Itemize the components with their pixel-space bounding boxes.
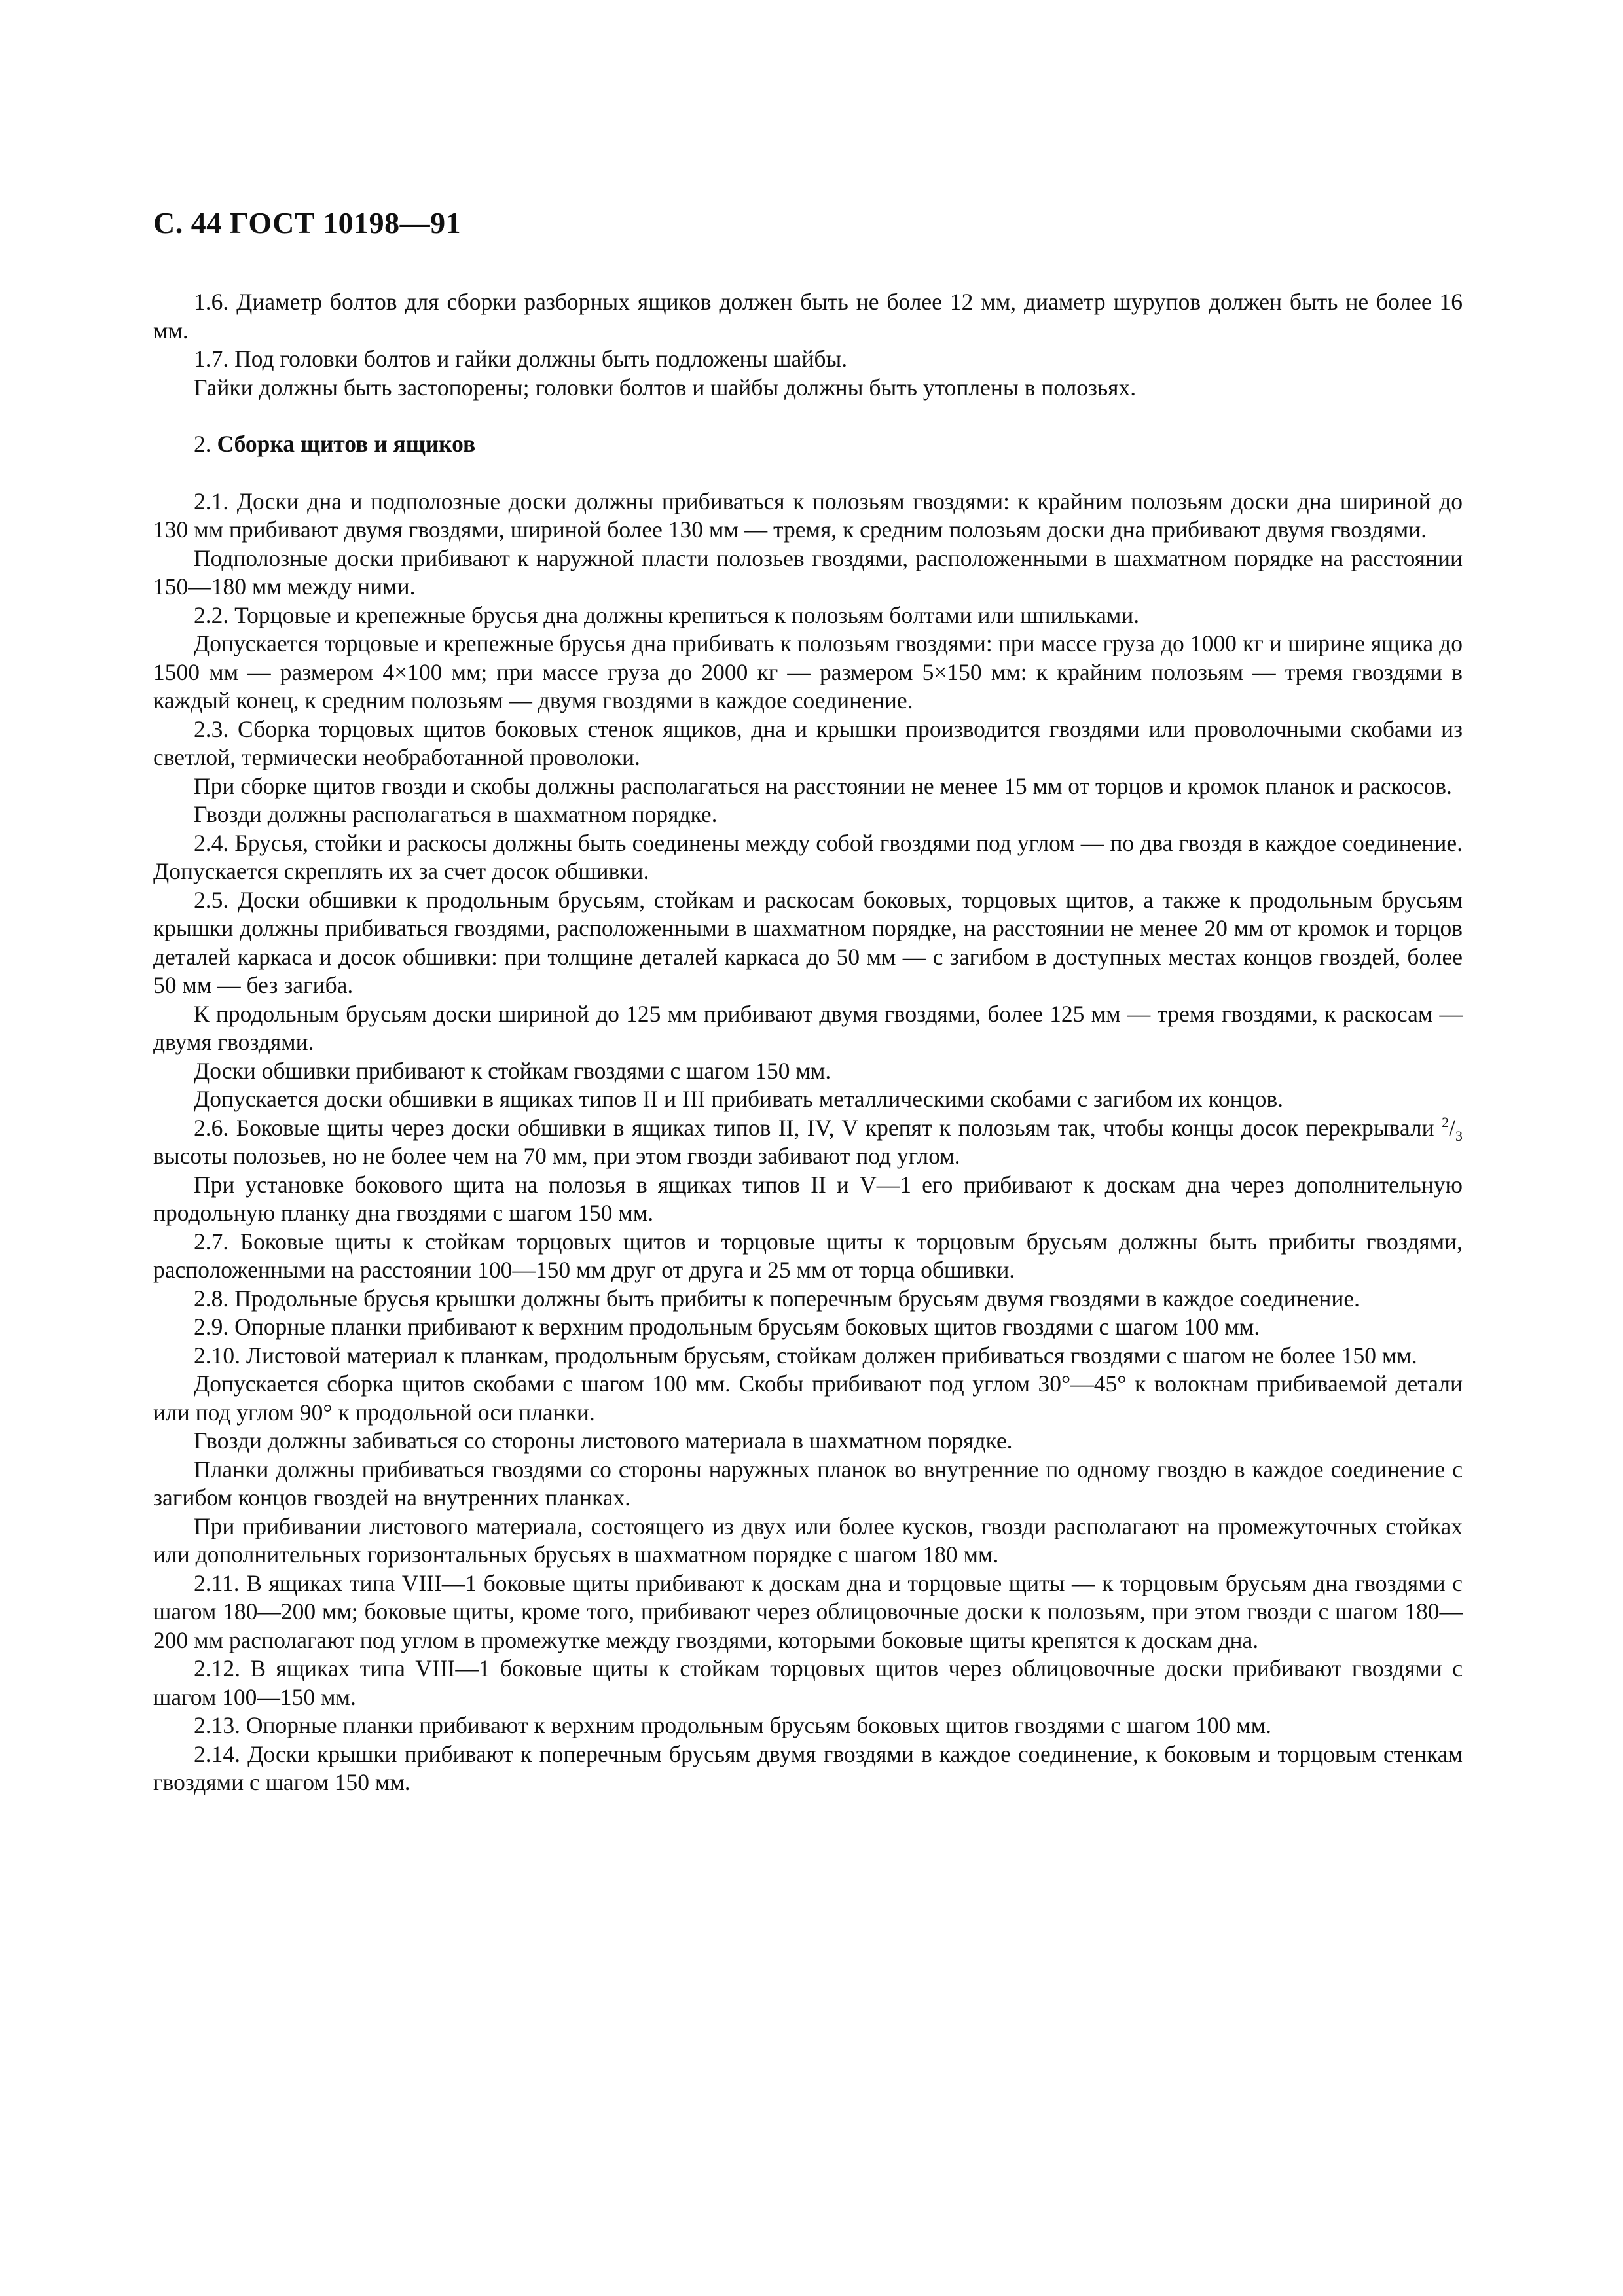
paragraph-2-8: 2.8. Продольные брусья крышки должны быть прибиты к поперечным брусьям двумя гвоздями в каждое соединение.: [194, 1285, 1360, 1312]
paragraph-2-3-distance: При сборке щитов гвозди и скобы должны располагаться на расстоянии не менее 15 мм от торцов и кромок планок и раскосов.: [194, 772, 1452, 799]
paragraph-2-6-side-shield: При установке бокового щита на полозья в ящиках типов II и V—1 его прибивают к доскам дна через дополнительную продольную планку дна гвоздями с шагом 150 мм.: [153, 1171, 1463, 1226]
paragraph-2-10-staples: Допускается сборка щитов скобами с шагом 100 мм. Скобы прибивают под углом 30°—45° к волокнам прибиваемой детали или под углом 90° к продольной оси планки.: [153, 1371, 1463, 1426]
paragraph-2-1: 2.1. Доски дна и подполозные доски должны прибиваться к полозьям гвоздями: к крайним полозьям доски дна шириной до 130 мм прибивают двумя гвоздями, шириной более 130 мм — тремя, к средним полозьям доски дна прибивают двумя гвоздями.: [153, 488, 1463, 543]
paragraph-2-6-end: высоты полозьев, но не более чем на 70 мм, при этом гвозди забивают под углом.: [153, 1143, 960, 1169]
paragraph-2-3-staggered: Гвозди должны располагаться в шахматном порядке.: [194, 801, 718, 827]
paragraph-2-5-staples: Допускается доски обшивки в ящиках типов II и III прибивать металлическими скобами с загибом их концов.: [194, 1086, 1283, 1112]
paragraph-1-6: 1.6. Диаметр болтов для сборки разборных ящиков должен быть не более 12 мм, диаметр шурупов должен быть не более 16 мм.: [153, 289, 1463, 344]
page-header: С. 44 ГОСТ 10198—91: [153, 206, 462, 240]
paragraph-2-10-side: Гвозди должны забиваться со стороны листового материала в шахматном порядке.: [194, 1427, 1013, 1454]
document-body: [153, 288, 1463, 1797]
paragraph-2-9: 2.9. Опорные планки прибивают к верхним продольным брусьям боковых щитов гвоздями с шагом 100 мм.: [194, 1314, 1260, 1340]
paragraph-2-3: 2.3. Сборка торцовых щитов боковых стенок ящиков, дна и крышки производится гвоздями или проволочными скобами из светлой, термически необработанной проволоки.: [153, 715, 1463, 770]
paragraph-2-10-planks: Планки должны прибиваться гвоздями со стороны наружных планок во внутренние по одному гвоздю в каждое соединение с загибом концов гвоздей на внутренних планках.: [153, 1456, 1463, 1511]
paragraph-2-5-width: К продольным брусьям доски шириной до 125 мм прибивают двумя гвоздями, более 125 мм — тремя гвоздями, к раскосам — двумя гвоздями.: [153, 1000, 1463, 1055]
paragraph-2-13: 2.13. Опорные планки прибивают к верхним продольным брусьям боковых щитов гвоздями с шагом 100 мм.: [194, 1712, 1271, 1738]
section-title: Сборка щитов и ящиков: [217, 431, 476, 457]
paragraph-2-10: 2.10. Листовой материал к планкам, продольным брусьям, стойкам должен прибиваться гвоздями с шагом не более 150 мм.: [194, 1342, 1417, 1369]
paragraph-2-2: 2.2. Торцовые и крепежные брусья дна должны крепиться к полозьям болтами или шпильками.: [194, 601, 1140, 628]
paragraph-2-5-posts: Доски обшивки прибивают к стойкам гвоздями с шагом 150 мм.: [194, 1057, 831, 1084]
paragraph-2-7: 2.7. Боковые щиты к стойкам торцовых щитов и торцовые щиты к торцовым брусьям должны быть прибиты гвоздями, расположенными на расстоянии 100—150 мм друг от друга и 25 мм от торца обшивки.: [153, 1228, 1463, 1283]
paragraph-2-11: 2.11. В ящиках типа VIII—1 боковые щиты прибивают к доскам дна и торцовые щиты — к торцовым брусьям дна гвоздями с шагом 180—200 мм; боковые щиты, кроме того, прибивают через облицовочные доски к полозьям, при этом гвозди с шагом 180—200 мм располагают под углом в промежутке между гвоздями, которыми боковые щиты крепятся к доскам дна.: [153, 1570, 1463, 1653]
paragraph-2-5: 2.5. Доски обшивки к продольным брусьям, стойкам и раскосам боковых, торцовых щитов, а также к продольным брусьям крышки должны прибиваться гвоздями, расположенными в шахматном порядке, на расстоянии не менее 20 мм от кромок и торцов деталей каркаса и досок обшивки: при толщине деталей каркаса до 50 мм — с загибом в доступных местах концов гвоздей, более 50 мм — без загиба.: [153, 886, 1463, 998]
paragraph-2-14: 2.14. Доски крышки прибивают к поперечным брусьям двумя гвоздями в каждое соединение, к боковым и торцовым стенкам гвоздями с шагом 150 мм.: [153, 1740, 1463, 1795]
paragraph-2-6-start: 2.6. Боковые щиты через доски обшивки в ящиках типов II, IV, V крепят к полозьям так, чтобы концы досок перекрывали: [194, 1114, 1442, 1141]
section-heading: [153, 430, 1463, 459]
fraction-two-thirds: $^2/_3$: [1442, 1113, 1463, 1144]
paragraph-1-7: 1.7. Под головки болтов и гайки должны быть подложены шайбы.: [194, 346, 848, 372]
paragraph-2-6: [153, 1114, 1463, 1171]
paragraph-2-4: 2.4. Брусья, стойки и раскосы должны быть соединены между собой гвоздями под углом — по два гвоздя в каждое соединение. Допускается скреплять их за счет досок обшивки.: [153, 829, 1463, 884]
paragraph-1-7-nuts: Гайки должны быть застопорены; головки болтов и шайбы должны быть утоплены в полозьях.: [194, 374, 1137, 401]
paragraph-2-2-allowed: Допускается торцовые и крепежные брусья дна прибивать к полозьям гвоздями: при массе груза до 1000 кг и ширине ящика до 1500 мм — размером 4×100 мм; при массе груза до 2000 кг — размером 5×150 мм: к крайним полозьям — тремя гвоздями в каждый конец, к средним полозьям — двумя гвоздями в каждое соединение.: [153, 630, 1463, 713]
section-number: 2.: [194, 431, 217, 457]
fraction-numerator: 2: [1442, 1113, 1450, 1130]
fraction-denominator: 3: [1455, 1127, 1463, 1144]
paragraph-2-12: 2.12. В ящиках типа VIII—1 боковые щиты к стойкам торцовых щитов через облицовочные доски прибивают гвоздями с шагом 100—150 мм.: [153, 1655, 1463, 1710]
paragraph-2-10-pieces: При прибивании листового материала, состоящего из двух или более кусков, гвозди располагают на промежуточных стойках или дополнительных горизонтальных брусьях в шахматном порядке с шагом 180 мм.: [153, 1513, 1463, 1568]
paragraph-2-1-subfloor: Подполозные доски прибивают к наружной пласти полозьев гвоздями, расположенными в шахматном порядке на расстоянии 150—180 мм между ними.: [153, 545, 1463, 600]
